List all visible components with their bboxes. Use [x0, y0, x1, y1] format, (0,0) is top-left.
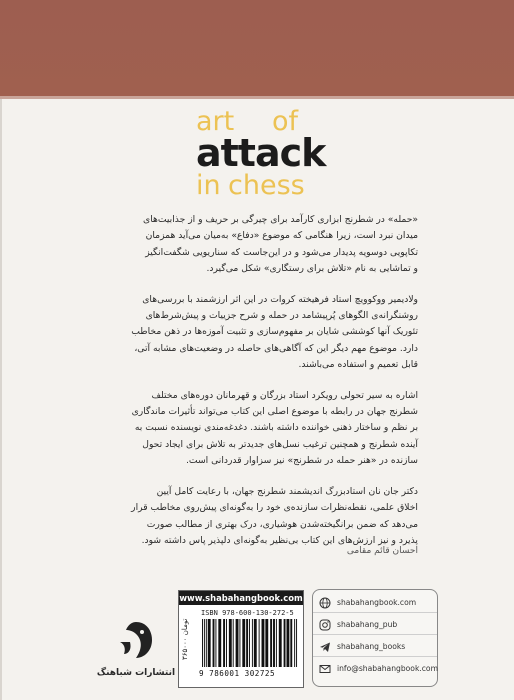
title-word-in: in — [196, 170, 221, 201]
blurb-text — [96, 212, 418, 563]
blurb-line: تئوریک آنها کوششی شایان بر مفهوم‌سازی و تثبیت آموزه‌ها در ذهن مخاطب — [131, 326, 418, 338]
contact-email-label: info@shabahangbook.com — [337, 664, 438, 673]
blurb-line: بر نظم و ساختار ذهنی خواننده داشته باشند. دغدغه‌مندی نویسنده نسبت به — [134, 422, 418, 434]
blurb-line: و تماشایی به نام «تلاش برای رستگاری» شکل می‌گیرد. — [206, 263, 418, 275]
author-signature: احسان قائم مقامی — [346, 546, 418, 556]
book-title — [196, 108, 326, 208]
blurb-paragraph-3 — [96, 388, 418, 470]
spine-edge — [0, 0, 2, 700]
barcode-bar — [290, 619, 292, 667]
barcode-block — [178, 590, 304, 688]
blurb-line: تکاپویی دوسویه پدیدار می‌شود و در این‌جاست که سناریویی شگفت‌انگیز — [145, 246, 418, 258]
barcode-bar — [265, 619, 268, 667]
title-word-chess: chess — [228, 170, 305, 201]
barcode-bar — [229, 619, 232, 667]
barcode-bar — [249, 619, 250, 667]
barcode-bar — [242, 619, 245, 667]
blurb-paragraph-1 — [96, 212, 418, 278]
blurb-paragraph-2 — [96, 292, 418, 374]
contact-row-email[interactable] — [313, 660, 437, 678]
barcode-bar — [218, 619, 221, 667]
blurb-line: اشاره به سیر تحولی رویکرد استاد بزرگان و قهرمانان دوره‌های مختلف — [151, 389, 418, 401]
blurb-line: می‌دهد که ضمن برانگیخته‌شدن هوشیاری، درک بهتری از مطالب صورت — [146, 518, 418, 530]
telegram-icon — [319, 641, 331, 653]
globe-icon — [319, 597, 331, 609]
barcode-bar — [273, 619, 275, 667]
email-icon — [319, 663, 331, 675]
barcode-bar — [236, 619, 239, 667]
barcode-bar — [208, 619, 211, 667]
barcode-bar — [204, 619, 205, 667]
barcode-bar — [223, 619, 225, 667]
blurb-line: ولادیمیر ووکوویچ استاد فرهیخته کروات در این اثر ارزشمند با بررسی‌های — [142, 293, 418, 305]
barcode-bar — [259, 619, 260, 667]
contact-row-telegram[interactable] — [313, 638, 437, 657]
contact-panel — [312, 589, 438, 687]
barcode-bar — [215, 619, 216, 667]
blurb-line: میدان نبرد است، زیرا هنگامی که موضوع «دفاع» به‌میان می‌آید همزمان — [145, 230, 418, 242]
title-word-attack: attack — [196, 131, 326, 175]
publisher-logo-icon — [116, 620, 156, 660]
blurb-line: دارد. موضوع مهم دیگر این که آگاهی‌های حاصله در وضعیت‌های مشابه آتی، — [134, 342, 418, 354]
blurb-line: پذیرد و نیز ارزش‌های این کتاب بی‌نظیر به‌گونه‌ای دلپذیر پاس داشته شود. — [141, 534, 418, 546]
publisher-name: انتشارات شباهنگ — [96, 668, 176, 678]
barcode-bar — [284, 619, 286, 667]
barcode-bar — [233, 619, 234, 667]
barcode-bar — [226, 619, 227, 667]
barcode-bar — [296, 619, 297, 667]
contact-telegram-label: shabahang_books — [337, 642, 406, 651]
barcode-bar — [202, 619, 203, 667]
contact-row-website[interactable] — [313, 594, 437, 613]
blurb-paragraph-4 — [96, 484, 418, 550]
title-word-of: of — [272, 106, 299, 137]
top-color-band — [0, 0, 514, 96]
title-word-art: art — [196, 106, 235, 137]
barcode-bar — [213, 619, 215, 667]
blurb-line: سازنده در «هنر حمله در شطرنج» نیز سزاوار قدردانی است. — [186, 455, 418, 467]
blurb-line: روشنگرانه‌ی الگوهای پُرپیشامد در حمله و شرح جزییات و پیش‌شرط‌های — [145, 310, 418, 322]
barcode-bar — [279, 619, 282, 667]
barcode-bar — [270, 619, 272, 667]
barcode-bar — [252, 619, 253, 667]
top-band-edge — [0, 96, 514, 99]
contact-row-instagram[interactable] — [313, 616, 437, 635]
barcode-bar — [262, 619, 265, 667]
blurb-line: «حمله» در شطرنج ابزاری کارآمد برای چیرگی بر حریف و از جذابیت‌های — [143, 214, 418, 225]
blurb-line: شطرنج جهان در رابطه با موضوع اصلی این کتاب می‌تواند تأثیرات ماندگاری — [131, 406, 418, 418]
blurb-line: دکتر جان نان استادبزرگ اندیشمند شطرنج جهان، با رعایت کامل آیین — [156, 485, 418, 497]
website-banner: www.shabahangbook.com — [179, 593, 303, 603]
isbn-label: ISBN 978-600-130-272-5 — [201, 609, 294, 617]
blurb-line: اخلاق علمی، نقطه‌نظرات سازنده‌ی خود را به‌گونه‌ای پیش‌روی مخاطب قرار — [131, 502, 418, 514]
barcode-digits: 9 786001 302725 — [199, 669, 276, 678]
barcode-bar — [206, 619, 207, 667]
barcode-bar — [286, 619, 289, 667]
barcode-bar — [254, 619, 257, 667]
blurb-line: آینده شطرنج و همچنین ترغیب نسل‌های جدیدتر به تلاش برای ایجاد تحول — [142, 438, 418, 450]
contact-website-label: shabahangbook.com — [337, 598, 417, 607]
barcode-bar — [276, 619, 277, 667]
barcode-bar — [246, 619, 248, 667]
instagram-icon — [319, 619, 331, 631]
contact-instagram-label: shabahang_pub — [337, 620, 398, 629]
blurb-line: قابل تعمیم و استفاده می‌باشند. — [298, 359, 418, 371]
barcode-graphic — [201, 619, 299, 669]
barcode-bar — [294, 619, 295, 667]
price-label: ۳۶۵۰۰۰ تومان — [181, 618, 189, 660]
barcode-bar — [239, 619, 240, 667]
